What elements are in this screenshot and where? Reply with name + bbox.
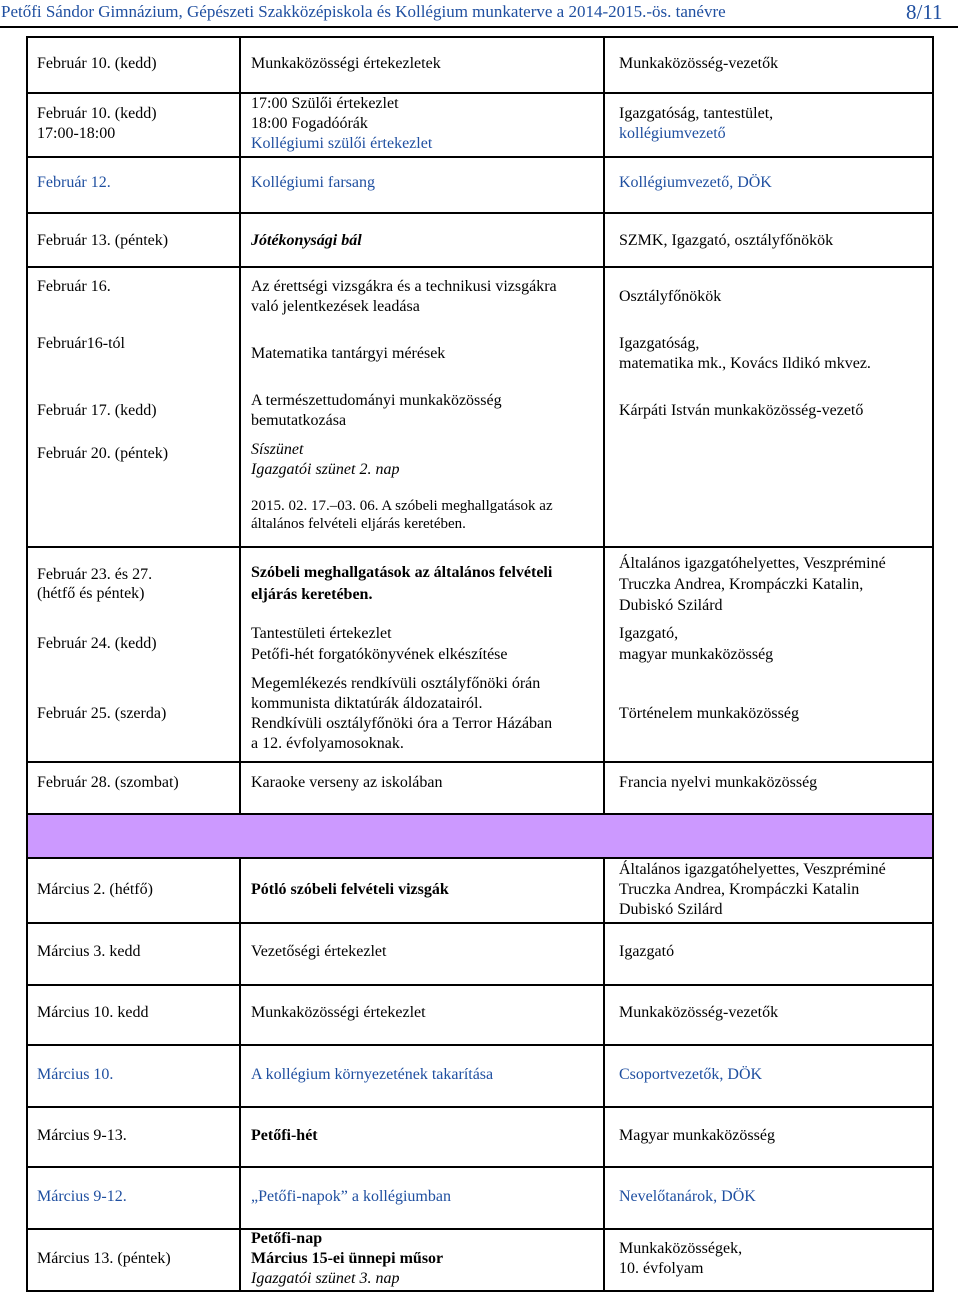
row-responsible: Igazgató xyxy=(619,943,675,960)
row-event: való jelentkezések leadása xyxy=(251,298,420,315)
row-date: Március 13. (péntek) xyxy=(37,1250,171,1267)
row-event: Megemlékezés rendkívüli osztályfőnöki órán xyxy=(251,675,541,692)
row-responsible: Dubiskó Szilárd xyxy=(619,597,723,614)
row-date: Február 16. xyxy=(37,278,111,295)
row-date: Március 9-13. xyxy=(37,1127,127,1144)
row-event: Matematika tantárgyi mérések xyxy=(251,345,446,362)
row-date: Február 23. és 27. xyxy=(37,566,153,583)
column-divider xyxy=(603,36,605,815)
row-responsible: Nevelőtanárok, DÖK xyxy=(619,1188,756,1205)
row-event: Igazgatói szünet 3. nap xyxy=(251,1270,400,1287)
row-responsible: 10. évfolyam xyxy=(619,1260,704,1277)
row-event: Munkaközösségi értekezletek xyxy=(251,55,441,72)
row-event: Igazgatói szünet 2. nap xyxy=(251,461,400,478)
row-responsible: Történelem munkaközösség xyxy=(619,705,799,722)
row-event: Pótló szóbeli felvételi vizsgák xyxy=(251,881,449,898)
row-event: „Petőfi-napok” a kollégiumban xyxy=(251,1188,451,1205)
page-number: 8/11 xyxy=(906,0,943,24)
row-responsible: SZMK, Igazgató, osztályfőnökök xyxy=(619,232,834,249)
row-border xyxy=(26,857,934,859)
row-event: Március 15-ei ünnepi műsor xyxy=(251,1250,444,1267)
row-responsible: Munkaközösség-vezetők xyxy=(619,1004,779,1021)
row-date: Február 28. (szombat) xyxy=(37,774,179,791)
row-date: Március 10. xyxy=(37,1066,114,1083)
row-date: Február 20. (péntek) xyxy=(37,445,169,462)
row-event-note: 2015. 02. 17.–03. 06. A szóbeli meghallgatások az xyxy=(251,498,553,514)
row-event: Vezetőségi értekezlet xyxy=(251,943,387,960)
row-event: 18:00 Fogadóórák xyxy=(251,115,368,132)
row-responsible: matematika mk., Kovács Ildikó mkvez. xyxy=(619,355,871,372)
row-responsible: Dubiskó Szilárd xyxy=(619,901,723,918)
row-event: bemutatkozása xyxy=(251,412,347,429)
row-event-note: általános felvételi eljárás keretében. xyxy=(251,516,466,532)
row-event: Karaoke verseny az iskolában xyxy=(251,774,443,791)
row-event: Szóbeli meghallgatások az általános felvételi xyxy=(251,564,553,581)
row-event: Petőfi-hét forgatókönyvének elkészítése xyxy=(251,646,508,663)
row-border xyxy=(26,92,934,94)
row-responsible: Munkaközösségek, xyxy=(619,1240,743,1257)
row-date: Március 3. kedd xyxy=(37,943,141,960)
row-responsible: magyar munkaközösség xyxy=(619,646,774,663)
row-date: Március 10. kedd xyxy=(37,1004,149,1021)
row-border xyxy=(26,1044,934,1046)
row-responsible: Kárpáti István munkaközösség-vezető xyxy=(619,402,864,419)
row-event: a 12. évfolyamosoknak. xyxy=(251,735,404,752)
row-event: Munkaközösségi értekezlet xyxy=(251,1004,426,1021)
row-time: 17:00-18:00 xyxy=(37,125,116,142)
row-responsible: Truczka Andrea, Krompáczki Katalin, xyxy=(619,576,864,593)
row-responsible: kollégiumvezető xyxy=(619,125,726,142)
row-responsible: Osztályfőnökök xyxy=(619,288,722,305)
column-divider xyxy=(239,857,241,1292)
row-event: Jótékonysági bál xyxy=(251,232,362,249)
row-date: Március 9-12. xyxy=(37,1188,127,1205)
row-border xyxy=(26,546,934,548)
row-event: Petőfi-hét xyxy=(251,1127,318,1144)
row-border xyxy=(26,813,934,815)
table-left-border xyxy=(26,36,28,1292)
row-responsible: Általános igazgatóhelyettes, Veszpréminé xyxy=(619,861,886,878)
row-date: Február16-tól xyxy=(37,335,125,352)
row-border xyxy=(26,922,934,924)
row-responsible: Truczka Andrea, Krompáczki Katalin xyxy=(619,881,860,898)
row-responsible: Csoportvezetők, DÖK xyxy=(619,1066,763,1083)
row-border xyxy=(26,36,934,38)
row-responsible: Igazgatóság, tantestület, xyxy=(619,105,774,122)
row-border xyxy=(26,984,934,986)
row-event: eljárás keretében. xyxy=(251,586,373,603)
row-border xyxy=(26,1166,934,1168)
document-title: Petőfi Sándor Gimnázium, Gépészeti Szakközépiskola és Kollégium munkaterve a 2014-2015.-ös. tanévre xyxy=(1,2,726,21)
row-date: Február 24. (kedd) xyxy=(37,635,157,652)
row-event: A kollégium környezetének takarítása xyxy=(251,1066,494,1083)
row-date: Február 12. xyxy=(37,174,111,191)
row-event: A természettudományi munkaközösség xyxy=(251,392,502,409)
row-border xyxy=(26,212,934,214)
row-event: Kollégiumi szülői értekezlet xyxy=(251,135,433,152)
row-border xyxy=(26,761,934,763)
month-band xyxy=(26,815,933,857)
row-event: Síszünet xyxy=(251,441,304,458)
row-border xyxy=(26,266,934,268)
row-responsible: Igazgató, xyxy=(619,625,679,642)
row-event: Az érettségi vizsgákra és a technikusi vizsgákra xyxy=(251,278,557,295)
row-date: Február 25. (szerda) xyxy=(37,705,167,722)
row-event: kommunista diktatúrák áldozatairól. xyxy=(251,695,483,712)
row-responsible: Igazgatóság, xyxy=(619,335,700,352)
row-event: 17:00 Szülői értekezlet xyxy=(251,95,399,112)
row-border xyxy=(26,156,934,158)
row-event: Kollégiumi farsang xyxy=(251,174,375,191)
row-responsible: Francia nyelvi munkaközösség xyxy=(619,774,818,791)
row-border xyxy=(26,1290,934,1292)
table-right-border xyxy=(932,36,934,1292)
column-divider xyxy=(603,857,605,1292)
row-border xyxy=(26,1228,934,1230)
row-date: (hétfő és péntek) xyxy=(37,585,145,602)
row-responsible: Kollégiumvezető, DÖK xyxy=(619,174,772,191)
row-date: Február 10. (kedd) xyxy=(37,55,157,72)
row-border xyxy=(26,1106,934,1108)
column-divider xyxy=(239,36,241,815)
row-date: Február 17. (kedd) xyxy=(37,402,157,419)
row-event: Rendkívüli osztályfőnöki óra a Terror Házában xyxy=(251,715,553,732)
row-date: Február 10. (kedd) xyxy=(37,105,157,122)
row-responsible: Magyar munkaközösség xyxy=(619,1127,775,1144)
row-event: Tantestületi értekezlet xyxy=(251,625,392,642)
row-event: Petőfi-nap xyxy=(251,1230,323,1247)
row-date: Március 2. (hétfő) xyxy=(37,881,153,898)
row-responsible: Munkaközösség-vezetők xyxy=(619,55,779,72)
row-date: Február 13. (péntek) xyxy=(37,232,169,249)
row-responsible: Általános igazgatóhelyettes, Veszpréminé xyxy=(619,555,886,572)
